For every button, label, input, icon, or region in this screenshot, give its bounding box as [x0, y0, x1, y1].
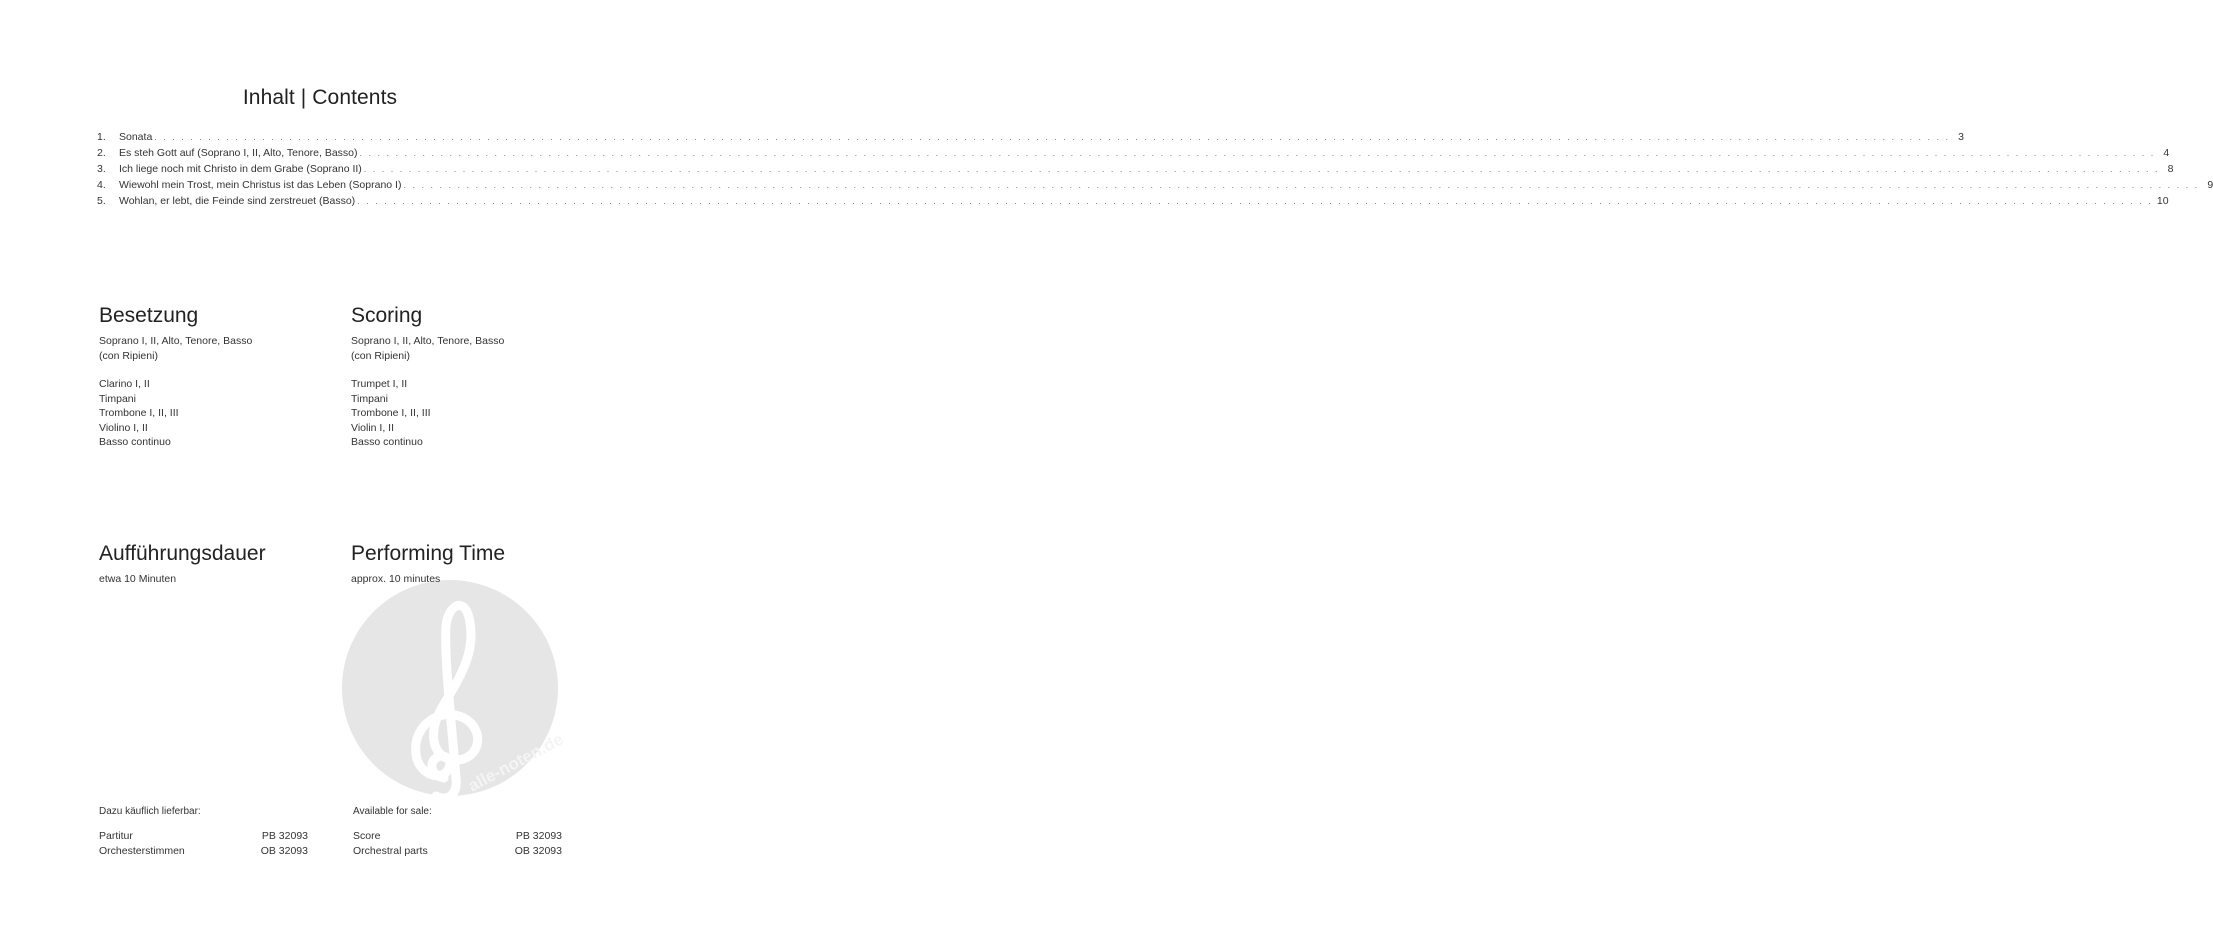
edition-label: Orchestral parts — [353, 845, 428, 857]
watermark-logo — [340, 578, 567, 808]
instrument-list — [351, 377, 591, 450]
availability-row — [353, 844, 562, 859]
voices-list — [99, 334, 339, 363]
toc-page-number: 9 — [2207, 179, 2213, 191]
duration-value: etwa 10 Minuten — [99, 573, 177, 585]
toc-page-number: 3 — [1958, 131, 1964, 143]
toc-entry — [97, 195, 2169, 211]
toc-title: Ich liege noch mit Christo in dem Grabe (Soprano II) — [119, 163, 362, 175]
duration-value: approx. 10 minutes — [351, 573, 441, 585]
edition-code: OB 32093 — [260, 845, 308, 857]
toc-number: 2. — [97, 147, 106, 159]
voices-line: Soprano I, II, Alto, Tenore, Basso — [99, 335, 253, 347]
availability-row — [99, 829, 308, 844]
toc-page-number: 4 — [2163, 147, 2170, 159]
availability-row — [99, 844, 308, 859]
toc-leader-dots: . . . . . . . . . . . . . . . . . . . . . . . . . . . . . . . . . . . . . . . . . . . . . . . . . . . . . . . . . . . . . . . . . . . . . . . . . . . . . . . . . . . . . . . . . . . . . . . . . . . . . . . . . . . . . . . . . . . . . . . . . . . . . . . . . . . . . . . . . . . . . . . . . . . . . . . . . . . . . . . . . . . . . . . . . . . . . . . . . . . . . . . . . . . . . . . . . . . . . . . . — [154, 132, 1950, 142]
voices-line: (con Ripieni) — [99, 349, 158, 362]
voices-list — [351, 334, 591, 363]
availability-section-de — [99, 806, 339, 859]
duration-section-en — [351, 541, 591, 587]
edition-label: Score — [353, 830, 381, 842]
instrument-item: Clarino I, II — [99, 378, 150, 390]
availability-section-en — [353, 806, 593, 859]
availability-list — [99, 829, 308, 859]
instrument-item: Basso continuo — [99, 436, 171, 448]
duration-section-de — [99, 541, 339, 587]
toc-entry — [97, 147, 2170, 163]
instrument-item: Basso continuo — [351, 436, 423, 448]
toc-entry — [97, 179, 2213, 195]
toc-page-number: 8 — [2167, 163, 2174, 175]
toc-leader-dots: . . . . . . . . . . . . . . . . . . . . . . . . . . . . . . . . . . . . . . . . . . . . . . . . . . . . . . . . . . . . . . . . . . . . . . . . . . . . . . . . . . . . . . . . . . . . . . . . . . . . . . . . . . . . . . . . . . . . . . . . . . . . . . . . . . . . . . . . . . . . . . . . . . . . . . . . . . . . . . . . . . . . . . . . . . . . . . . . . . . . . . . . . . . . . . . . . . . . . . . . — [357, 196, 2153, 206]
duration-heading: Performing Time — [351, 542, 506, 565]
instrument-list — [99, 377, 339, 450]
instrument-item: Trombone I, II, III — [351, 407, 431, 419]
toc-entry — [97, 131, 1964, 147]
toc-leader-dots: . . . . . . . . . . . . . . . . . . . . . . . . . . . . . . . . . . . . . . . . . . . . . . . . . . . . . . . . . . . . . . . . . . . . . . . . . . . . . . . . . . . . . . . . . . . . . . . . . . . . . . . . . . . . . . . . . . . . . . . . . . . . . . . . . . . . . . . . . . . . . . . . . . . . . . . . . . . . . . . . . . . . . . . . . . . . . . . . . . . . . . . . . . . . . . . . . . . . . . . . — [363, 164, 2160, 174]
availability-title: Dazu käuflich lieferbar: — [99, 806, 201, 817]
voices-line: (con Ripieni) — [351, 349, 410, 362]
toc-number: 5. — [97, 195, 106, 207]
toc-number: 4. — [97, 179, 106, 191]
instrument-item: Trombone I, II, III — [99, 407, 179, 419]
toc-page-number: 10 — [2156, 195, 2169, 207]
watermark-text: alle-noten.de — [464, 729, 567, 796]
toc-title: Wohlan, er lebt, die Feinde sind zerstreuet (Basso) — [119, 195, 356, 207]
scoring-section-en — [351, 303, 591, 450]
availability-list — [353, 829, 562, 859]
scoring-heading: Scoring — [351, 304, 423, 327]
instrument-item: Violin I, II — [351, 421, 394, 434]
instrument-item: Timpani — [99, 392, 136, 405]
edition-label: Orchesterstimmen — [99, 845, 185, 857]
instrument-item: Violino I, II — [99, 421, 148, 434]
toc-leader-dots: . . . . . . . . . . . . . . . . . . . . . . . . . . . . . . . . . . . . . . . . . . . . . . . . . . . . . . . . . . . . . . . . . . . . . . . . . . . . . . . . . . . . . . . . . . . . . . . . . . . . . . . . . . . . . . . . . . . . . . . . . . . . . . . . . . . . . . . . . . . . . . . . . . . . . . . . . . . . . . . . . . . . . . . . . . . . . . . . . . . . . . . . . . . . . . . . . . . . . . . . — [359, 148, 2156, 158]
scoring-section-de — [99, 303, 339, 450]
toc-leader-dots: . . . . . . . . . . . . . . . . . . . . . . . . . . . . . . . . . . . . . . . . . . . . . . . . . . . . . . . . . . . . . . . . . . . . . . . . . . . . . . . . . . . . . . . . . . . . . . . . . . . . . . . . . . . . . . . . . . . . . . . . . . . . . . . . . . . . . . . . . . . . . . . . . . . . . . . . . . . . . . . . . . . . . . . . . . . . . . . . . . . . . . . . . . . . . . . . . . . . . . . . — [403, 180, 2200, 190]
toc-title: Wiewohl mein Trost, mein Christus ist das Leben (Soprano I) — [119, 179, 402, 191]
scoring-heading: Besetzung — [99, 304, 199, 327]
edition-code: OB 32093 — [514, 845, 562, 857]
page-title: Inhalt | Contents — [242, 86, 398, 109]
voices-line: Soprano I, II, Alto, Tenore, Basso — [351, 335, 505, 347]
instrument-item: Trumpet I, II — [351, 378, 408, 390]
table-of-contents — [97, 131, 2213, 211]
edition-label: Partitur — [99, 830, 133, 842]
edition-code: PB 32093 — [515, 830, 562, 842]
instrument-item: Timpani — [351, 392, 388, 405]
toc-entry — [97, 163, 2174, 179]
toc-number: 1. — [97, 131, 106, 143]
toc-title: Sonata — [119, 131, 153, 143]
duration-heading: Aufführungsdauer — [99, 542, 266, 565]
edition-code: PB 32093 — [261, 830, 308, 842]
toc-title: Es steh Gott auf (Soprano I, II, Alto, Tenore, Basso) — [119, 147, 358, 159]
availability-title: Available for sale: — [353, 806, 432, 817]
toc-number: 3. — [97, 163, 106, 175]
availability-row — [353, 829, 562, 844]
